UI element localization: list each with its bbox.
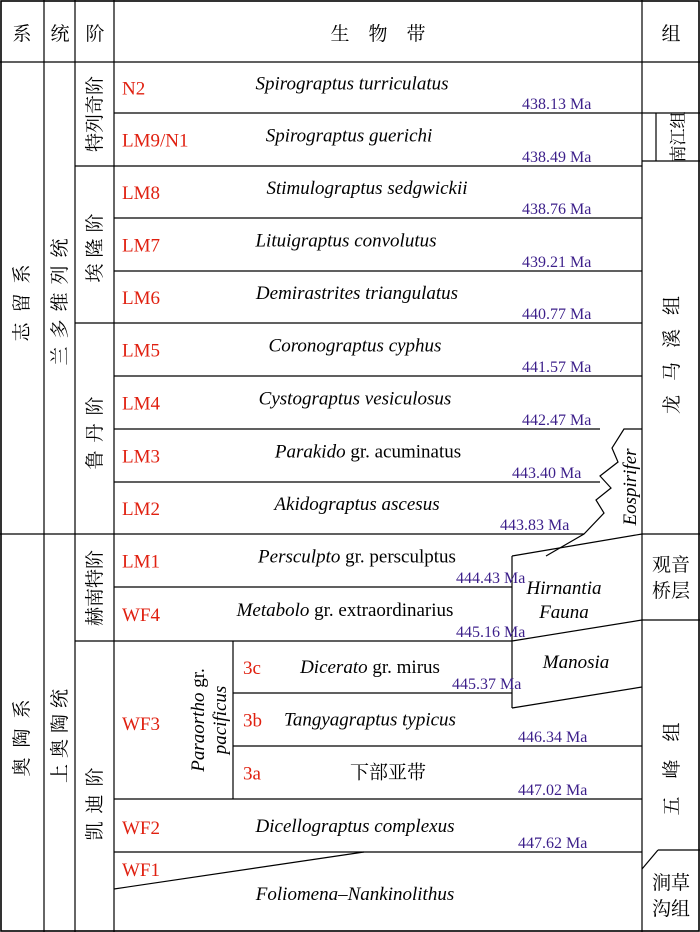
zone-name: Akidograptus ascesus [274, 494, 440, 515]
header-stage: 阶 [85, 23, 105, 45]
fauna-manosia: Manosia [542, 652, 610, 673]
header-series: 统 [50, 23, 70, 45]
formation-jiancaogou-line2: 沟组 [651, 898, 691, 920]
system-silurian: 志留系 [11, 254, 33, 342]
zone-age: 438.76 Ma [522, 201, 592, 218]
zone-name: Cystograptus vesiculosus [258, 388, 452, 410]
zone-code: LM6 [122, 288, 160, 309]
zone-age: 440.77 Ma [522, 306, 592, 323]
zone-name: Dicellograptus complexus [255, 816, 455, 837]
zone-code: WF4 [122, 605, 160, 626]
wf3-group-line2: pacificus [210, 685, 231, 755]
stage-aeronian: 埃隆阶 [84, 207, 106, 283]
zone-age: 443.40 Ma [512, 465, 582, 482]
formation-nanjiang: 南江组 [669, 111, 689, 163]
zone-name: Metabolo gr. extraordinarius [236, 600, 454, 621]
zone-age: 444.43 Ma [456, 570, 526, 587]
subzone-age: 447.02 Ma [518, 782, 588, 799]
zone-age: 438.49 Ma [522, 149, 592, 166]
wf3-subzones [243, 657, 587, 799]
subzone-code: 3c [243, 658, 261, 679]
header-system: 系 [12, 23, 32, 45]
subzone-name: Tangyagraptus typicus [284, 709, 456, 731]
header-formation: 组 [661, 23, 681, 45]
formation-jiancaogou-line1: 涧草 [651, 872, 691, 894]
formation-longmaxi: 龙马溪组 [661, 281, 683, 415]
zone-name: Foliomena–Nankinolithus [255, 884, 455, 905]
zone-age: 447.62 Ma [518, 835, 588, 852]
zone-age: 438.13 Ma [522, 96, 592, 113]
system-ordovician: 奥陶系 [11, 689, 33, 777]
zone-name: Lituigraptus convolutus [255, 230, 437, 252]
zone-name: Persculpto gr. persculptus [258, 546, 456, 568]
series-llandovery: 兰多维列统 [49, 230, 71, 366]
zone-code: WF1 [122, 860, 160, 881]
stage-telychian: 特列奇阶 [84, 75, 106, 153]
zone-age: 441.57 Ma [522, 359, 592, 376]
subzone-name: 下部亚带 [349, 761, 427, 784]
zone-code-wf3: WF3 [122, 714, 160, 735]
wf3-group-line1: Paraortho gr. [188, 668, 209, 772]
zone-age: 442.47 Ma [522, 412, 592, 429]
zone-name: Spirograptus guerichi [265, 125, 433, 147]
subzone-code: 3b [243, 710, 262, 732]
formation-guanyinqiao-line1: 观音 [651, 554, 691, 576]
zone-code: LM1 [122, 551, 160, 573]
zone-name: Demirastrites triangulatus [255, 283, 459, 304]
zone-code: LM2 [122, 499, 160, 520]
zone-code: LM8 [122, 183, 160, 204]
zone-code: LM7 [122, 235, 160, 257]
zone-name: Stimulograptus sedgwickii [266, 178, 468, 199]
formation-guanyinqiao-line2: 桥层 [651, 580, 691, 602]
subzone-age: 445.37 Ma [452, 676, 522, 693]
formation-wufeng: 五峰组 [661, 704, 683, 816]
zone-age: 439.21 Ma [522, 254, 592, 271]
fauna-hirnantia-line2: Fauna [539, 602, 589, 623]
stage-hirnantian: 赫南特阶 [84, 549, 106, 627]
zone-code: LM5 [122, 340, 160, 362]
fauna-eospirifer: Eospirifer [620, 448, 641, 526]
zone-age: 445.16 Ma [456, 624, 526, 641]
stage-rhuddanian: 鲁丹阶 [84, 388, 106, 470]
zone-code: WF2 [122, 818, 160, 839]
header-biozone: 生 物 带 [330, 23, 426, 45]
zone-name: Coronograptus cyphus [268, 335, 442, 357]
subzone-name: Dicerato gr. mirus [300, 657, 440, 678]
stage-katian: 凯迪阶 [84, 759, 106, 841]
zone-code: LM3 [122, 446, 160, 468]
zone-name: Spirograptus turriculatus [255, 73, 449, 95]
subzone-code: 3a [243, 763, 261, 785]
zone-age: 443.83 Ma [500, 517, 570, 534]
zone-code: LM9/N1 [122, 130, 189, 152]
series-upper-ordovician: 上奥陶统 [49, 682, 71, 784]
fauna-hirnantia-line1: Hirnantia [526, 578, 602, 599]
subzone-age: 446.34 Ma [518, 729, 588, 746]
zone-code: LM4 [122, 393, 160, 415]
zone-name: Parakido gr. acuminatus [274, 441, 462, 463]
zone-code: N2 [122, 78, 146, 100]
